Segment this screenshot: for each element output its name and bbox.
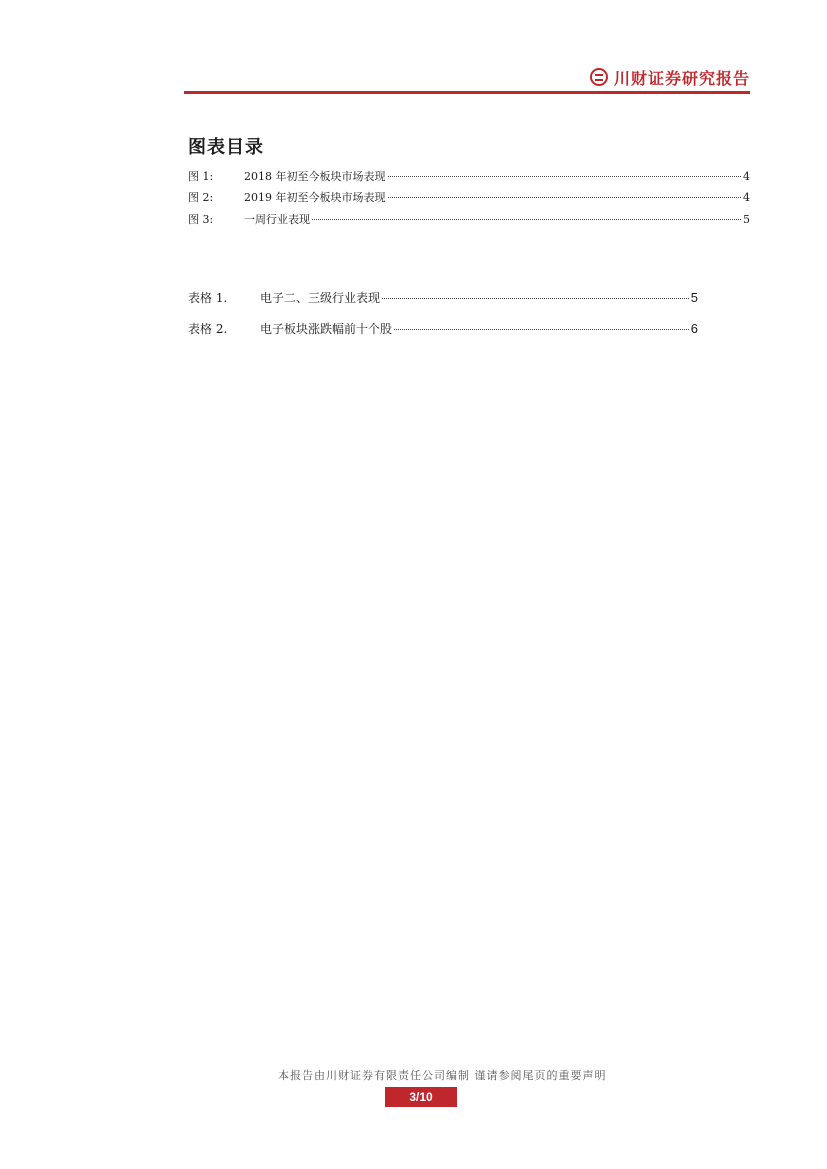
figure-toc-entry[interactable] xyxy=(188,189,750,205)
header-rule xyxy=(184,91,750,94)
table-number: 表格 2. xyxy=(188,322,228,336)
table-page: 6 xyxy=(690,321,698,336)
figure-page: 4 xyxy=(743,170,750,183)
figure-toc-entry[interactable] xyxy=(188,211,750,227)
table-toc-entry[interactable] xyxy=(188,320,698,338)
figure-title: 2018 年初至今板块市场表现 xyxy=(244,170,386,183)
figure-title: 2019 年初至今板块市场表现 xyxy=(244,191,386,204)
chuancai-logo-icon xyxy=(590,68,608,86)
figure-title: 一周行业表现 xyxy=(244,213,310,226)
figure-page: 4 xyxy=(743,191,750,204)
dot-leader xyxy=(394,329,689,330)
page-number-badge: 3/10 xyxy=(385,1087,457,1107)
table-title: 电子板块涨跌幅前十个股 xyxy=(260,322,393,336)
toc-title: 图表目录 xyxy=(188,137,264,158)
figure-toc-entry[interactable] xyxy=(188,168,750,184)
report-header xyxy=(585,64,750,90)
dot-leader xyxy=(382,298,689,299)
dot-leader xyxy=(312,219,741,220)
footer-disclaimer: 本报告由川财证券有限责任公司编制 谨请参阅尾页的重要声明 xyxy=(278,1069,607,1082)
dot-leader xyxy=(388,176,742,177)
table-number: 表格 1. xyxy=(188,291,228,305)
figure-number: 图 2: xyxy=(188,191,214,204)
table-page: 5 xyxy=(690,290,698,305)
dot-leader xyxy=(388,197,742,198)
table-title: 电子二、三级行业表现 xyxy=(260,291,381,305)
table-toc-entry[interactable] xyxy=(188,289,698,307)
figure-number: 图 1: xyxy=(188,170,214,183)
figure-page: 5 xyxy=(743,213,750,226)
brand-title: 川财证券研究报告 xyxy=(613,68,750,88)
figure-number: 图 3: xyxy=(188,213,214,226)
